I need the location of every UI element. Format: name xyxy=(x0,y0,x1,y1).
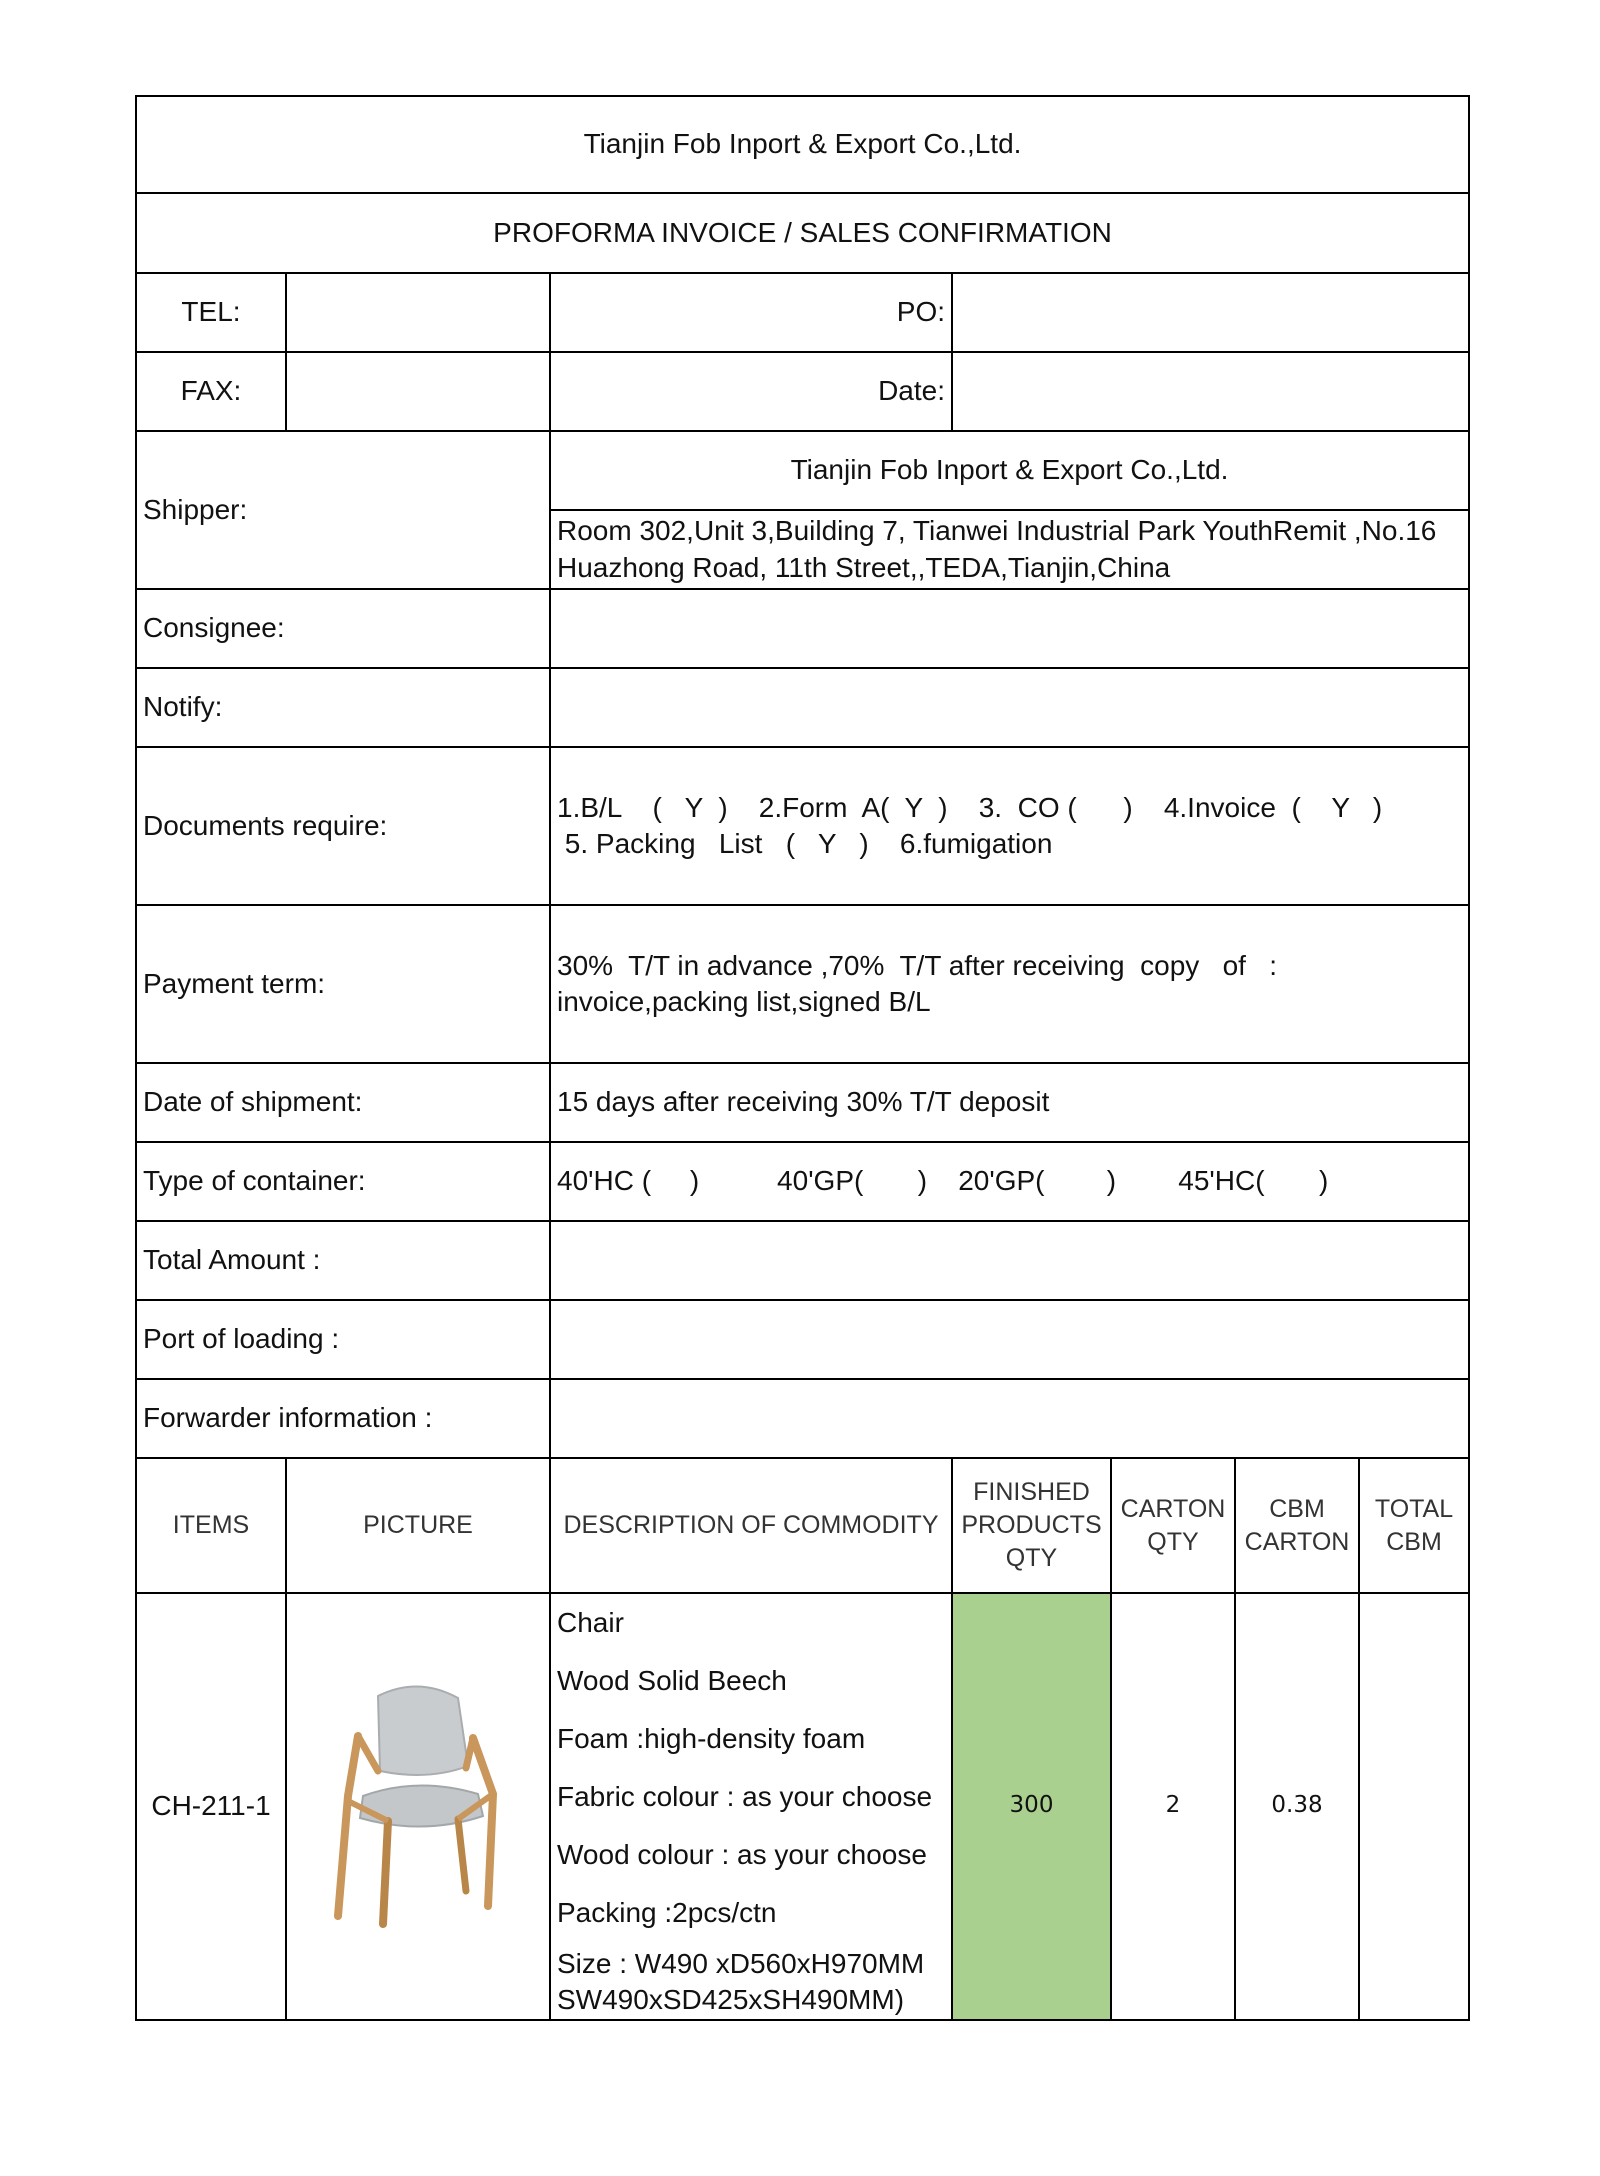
chair-icon xyxy=(318,1676,518,1936)
header-carton-qty: CARTON QTY xyxy=(1111,1458,1235,1593)
notify-value xyxy=(550,668,1469,747)
header-picture: PICTURE xyxy=(286,1458,550,1593)
header-cbm-carton: CBM CARTON xyxy=(1235,1458,1359,1593)
port-label: Port of loading : xyxy=(136,1300,550,1379)
po-label: PO: xyxy=(550,273,952,352)
forwarder-value xyxy=(550,1379,1469,1458)
date-value xyxy=(952,352,1469,431)
item-picture xyxy=(286,1593,550,2020)
item-code: CH-211-1 xyxy=(136,1593,286,2020)
po-value xyxy=(952,273,1469,352)
invoice-table xyxy=(135,95,1470,2021)
container-value: 40'HC ( ) 40'GP( ) 20'GP( ) 45'HC( ) xyxy=(550,1142,1469,1221)
date-label: Date: xyxy=(550,352,952,431)
document-title: PROFORMA INVOICE / SALES CONFIRMATION xyxy=(136,193,1469,273)
payment-line1: 30% T/T in advance ,70% T/T after receiving copy of : xyxy=(557,949,1278,981)
documents-value xyxy=(550,747,1469,905)
item-carton-qty: 2 xyxy=(1111,1593,1235,2020)
shipment-value: 15 days after receiving 30% T/T deposit xyxy=(550,1063,1469,1142)
shipper-address xyxy=(550,510,1469,589)
header-description: DESCRIPTION OF COMMODITY xyxy=(550,1458,952,1593)
notify-label: Notify: xyxy=(136,668,550,747)
total-amount-value xyxy=(550,1221,1469,1300)
invoice-document xyxy=(135,95,1468,2021)
table-row xyxy=(136,1593,1469,2020)
fax-label: FAX: xyxy=(136,352,286,431)
item-finished-qty: 300 xyxy=(952,1593,1111,2020)
payment-label: Payment term: xyxy=(136,905,550,1063)
total-amount-label: Total Amount : xyxy=(136,1221,550,1300)
items-header-row xyxy=(136,1458,1469,1593)
tel-label: TEL: xyxy=(136,273,286,352)
item-total-cbm xyxy=(1359,1593,1469,2020)
payment-value xyxy=(550,905,1469,1063)
shipper-name: Tianjin Fob Inport & Export Co.,Ltd. xyxy=(550,431,1469,510)
forwarder-label: Forwarder information : xyxy=(136,1379,550,1458)
company-name: Tianjin Fob Inport & Export Co.,Ltd. xyxy=(136,96,1469,193)
consignee-value xyxy=(550,589,1469,668)
item-description: Chair Wood Solid Beech Foam :high-density foam Fabric colour : as your choose Wood colour : as your choose Packing :2pcs/ctn Size : W490 xD560xH970MM SW490xSD425xSH490MM) xyxy=(550,1593,952,2020)
payment-line2: invoice,packing list,signed B/L xyxy=(557,986,931,1017)
shipper-label: Shipper: xyxy=(136,431,550,589)
port-value xyxy=(550,1300,1469,1379)
container-label: Type of container: xyxy=(136,1142,550,1221)
tel-value xyxy=(286,273,550,352)
documents-line2: 5. Packing List ( Y ) 6.fumigation xyxy=(557,828,1053,859)
documents-line1: 1.B/L ( Y ) 2.Form A( Y ) 3. CO ( ) 4.Invoice ( Y ) xyxy=(557,791,1383,823)
header-total-cbm: TOTAL CBM xyxy=(1359,1458,1469,1593)
shipper-address-line1: Room 302,Unit 3,Building 7, Tianwei Industrial Park YouthRemit ,No.16 xyxy=(557,515,1437,547)
header-items: ITEMS xyxy=(136,1458,286,1593)
shipment-label: Date of shipment: xyxy=(136,1063,550,1142)
shipper-address-line2: Huazhong Road, 11th Street,,TEDA,Tianjin,China xyxy=(557,551,1171,583)
fax-value xyxy=(286,352,550,431)
header-finished-qty: FINISHED PRODUCTS QTY xyxy=(952,1458,1111,1593)
consignee-label: Consignee: xyxy=(136,589,550,668)
documents-label: Documents require: xyxy=(136,747,550,905)
item-cbm-carton: 0.38 xyxy=(1235,1593,1359,2020)
